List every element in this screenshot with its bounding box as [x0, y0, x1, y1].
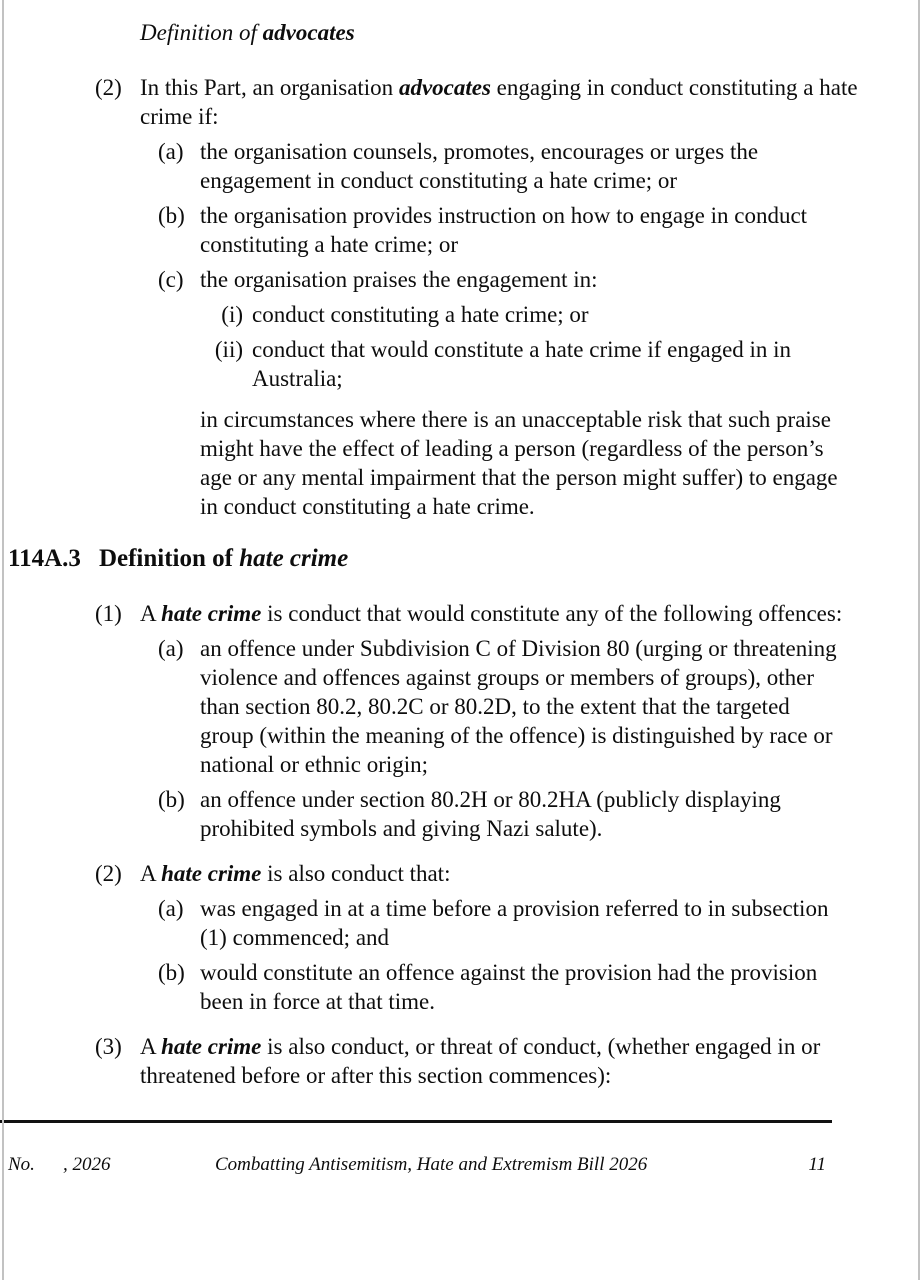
item-marker: (b) — [158, 960, 185, 985]
item-marker: (c) — [158, 267, 184, 292]
item-text — [140, 1032, 860, 1090]
continuation-paragraph — [200, 405, 845, 521]
item-marker: (1) — [95, 601, 122, 626]
text-run: A — [140, 601, 162, 626]
text-run: Definition of — [140, 20, 263, 45]
item-marker: (ii) — [214, 337, 243, 362]
text-run: conduct that would constitute a hate crime if engaged in in Australia; — [252, 337, 792, 391]
item-text — [200, 634, 845, 779]
text-run: Definition of — [98, 545, 240, 572]
list-item — [0, 894, 860, 952]
page-right-edge — [918, 0, 920, 1280]
text-run: the organisation counsels, promotes, encourages or urges the engagement in conduct constituting a hate crime; or — [200, 139, 759, 193]
item-text — [140, 73, 860, 131]
section-number: 114A.3 — [8, 545, 81, 572]
text-run: an offence under section 80.2H or 80.2HA (publicly displaying prohibited symbols and giving Nazi salute). — [200, 787, 781, 841]
text-run: an offence under Subdivision C of Division 80 (urging or threatening violence and offences against groups or members of groups), other than section 80.2, 80.2C or 80.2D, to the extent that the targeted group (within the meaning of the offence) is distinguished by race or national or ethnic origin; — [200, 636, 837, 777]
text-run: conduct constituting a hate crime; or — [252, 302, 589, 327]
text-run: was engaged in at a time before a provision referred to in subsection (1) commenced; and — [200, 896, 829, 950]
list-item — [0, 73, 860, 131]
item-text — [252, 300, 860, 329]
list-item — [0, 859, 860, 888]
list-item — [0, 785, 860, 843]
item-marker: (3) — [95, 1034, 122, 1059]
item-marker: (a) — [158, 636, 184, 661]
list-item — [0, 599, 860, 628]
item-text — [140, 599, 860, 628]
page-footer — [0, 1153, 832, 1177]
text-run: is conduct that would constitute any of the following offences: — [261, 601, 843, 626]
definition-note-heading — [140, 18, 923, 47]
footer-bill-title: Combatting Antisemitism, Hate and Extremism Bill 2026 — [215, 1154, 648, 1175]
footer-bill-number — [8, 1153, 110, 1177]
item-text — [140, 859, 860, 888]
text-run: hate crime — [161, 861, 262, 886]
item-marker: (a) — [158, 896, 184, 921]
footer-page-number: 11 — [808, 1154, 826, 1175]
text-run: advocates — [398, 75, 491, 100]
item-marker: (2) — [95, 75, 122, 100]
footer-year: , 2026 — [62, 1154, 111, 1175]
text-run: advocates — [262, 20, 355, 45]
text-run: A — [140, 861, 162, 886]
text-run: hate crime — [239, 545, 349, 572]
text-run: in circumstances where there is an unacceptable risk that such praise might have the effect of leading a person (regardless of the person’s age or any mental impairment that the person might suffer) to engage in conduct constituting a hate crime. — [200, 407, 838, 519]
list-item — [0, 335, 860, 393]
text-run: In this Part, an organisation — [140, 75, 399, 100]
text-run: is also conduct that: — [261, 861, 451, 886]
item-marker: (i) — [221, 302, 243, 327]
footer-no-label: No. — [8, 1154, 35, 1175]
text-run: the organisation provides instruction on how to engage in conduct constituting a hate crime; or — [200, 203, 808, 257]
section-title — [99, 545, 348, 572]
section-heading — [8, 543, 923, 575]
text-run: hate crime — [161, 1034, 262, 1059]
item-text — [200, 137, 845, 195]
text-run: A — [140, 1034, 162, 1059]
text-run: would constitute an offence against the provision had the provision been in force at that time. — [200, 960, 818, 1014]
list-item — [0, 201, 860, 259]
text-run: hate crime — [161, 601, 262, 626]
item-text — [200, 958, 845, 1016]
list-item — [0, 137, 860, 195]
item-text — [200, 785, 845, 843]
text-run: engaging in conduct constituting a hate crime if: — [140, 75, 858, 129]
list-item — [0, 265, 860, 294]
item-marker: (b) — [158, 787, 185, 812]
list-item — [0, 634, 860, 779]
list-item — [0, 958, 860, 1016]
item-marker: (b) — [158, 203, 185, 228]
list-item — [0, 300, 860, 329]
list-item — [0, 1032, 860, 1090]
item-text — [200, 265, 845, 294]
item-text — [200, 894, 845, 952]
item-text — [252, 335, 860, 393]
item-marker: (2) — [95, 861, 122, 886]
page-left-edge — [2, 0, 4, 1280]
item-marker: (a) — [158, 139, 184, 164]
text-run: the organisation praises the engagement in: — [200, 267, 598, 292]
text-run: is also conduct, or threat of conduct, (whether engaged in or threatened before or after this section commences): — [140, 1034, 821, 1088]
footer-divider — [0, 1120, 832, 1123]
item-text — [200, 201, 845, 259]
